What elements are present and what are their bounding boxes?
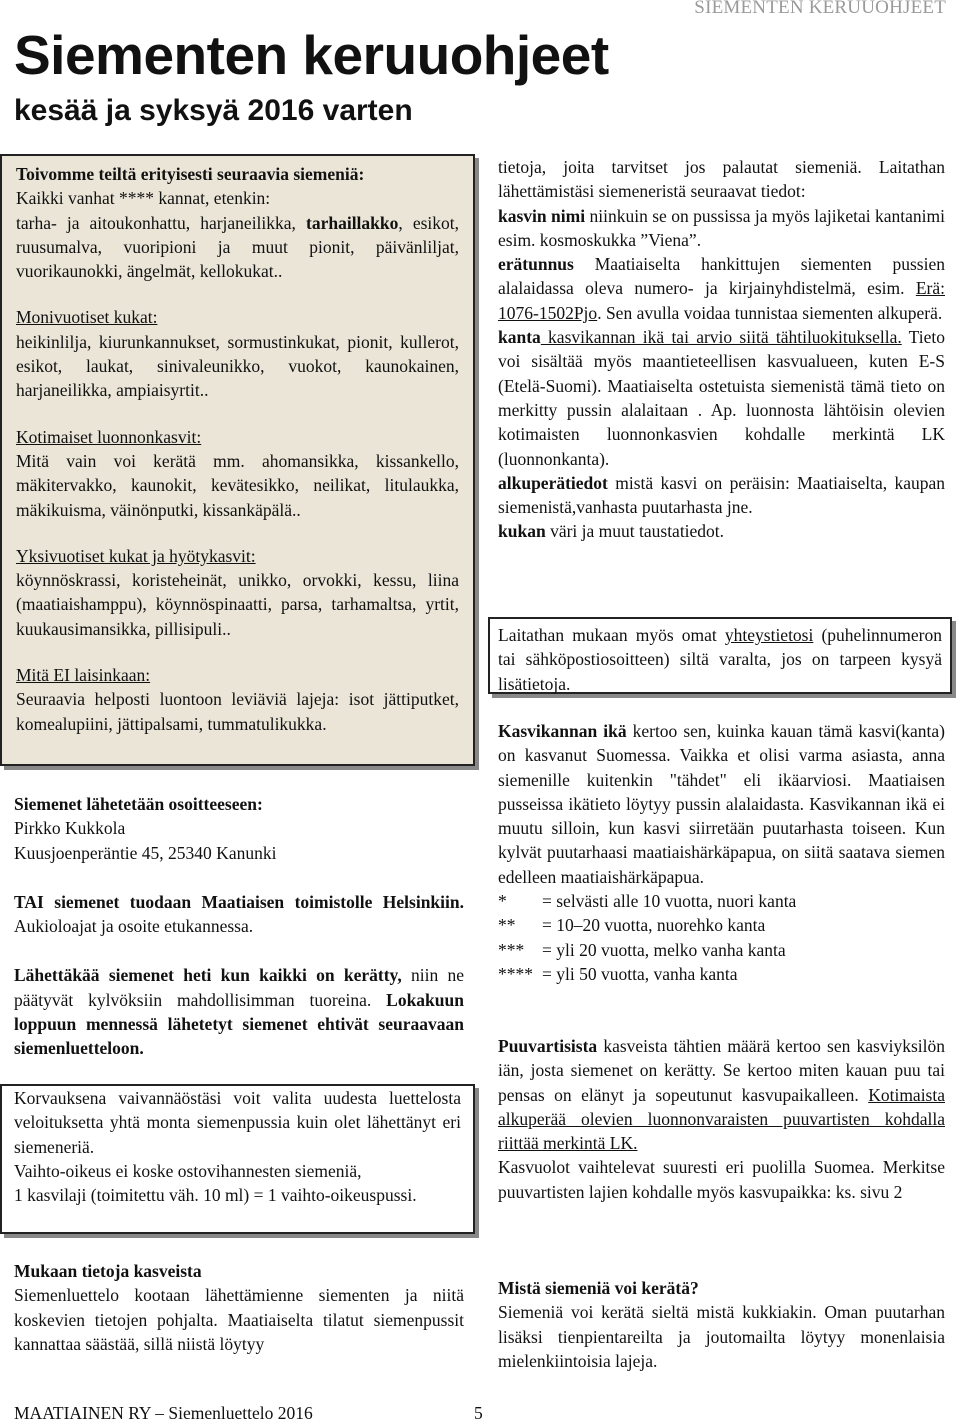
plant-name-text: niinkuin se on pussissa ja myös lajiketai kantanimi esim. kosmoskukka ”Viena”.	[498, 205, 945, 250]
send-now-deadline: Lokakuun loppuun mennessä lähetetyt siemenet ehtivät seuraavaan siemenluetteloon.	[14, 989, 464, 1059]
strain-text: Tieto voi sisältää myös maantieteellisen kasvualueen, kuten E-S (Etelä-Suomi). Maatiaiselta ostetuista siemenistä tämä tieto on merkitty pussin alalaitaan . Ap. luonnosta lähtöisin olevien kotimaisten luonnonkasvien kohdalle merkintä LK (luonnonkanta).	[498, 327, 945, 469]
flower-field	[498, 519, 945, 543]
send-now-text-part: niin ne päätyvät kylvöksiin mahdollisimman tuoreina.	[14, 965, 464, 1010]
info-text: Siemenluettelo kootaan lähettämienne siementen ja niitä koskevien tietojen pohjalta. Maatiaiselta tilatut siemenpussit kannattaa säästää, sillä niistä löytyy	[14, 1285, 464, 1354]
info-section	[14, 1259, 464, 1356]
woody-plants-habitat: Kasvuolot vaihtelevat suuresti eri puolilla Suomea. Merkitse puuvartisten lajien kohdalle myös kasvupaikka: ks. sivu 2	[498, 1157, 945, 1202]
footer-text: MAATIAINEN RY – Siemenluettelo 2016	[14, 1403, 313, 1423]
send-now-text	[14, 963, 464, 1060]
woody-plants-label: Puuvartisista	[498, 1036, 598, 1056]
not-wanted-text: Seuraavia helposti luontoon leviäviä lajeja: isot jättiputket, komealupiini, jättipalsami, tummatulikukka.	[16, 689, 459, 734]
strain-field	[498, 325, 945, 471]
page-title: Siementen keruuohjeet	[14, 24, 609, 86]
right-top-section	[498, 155, 945, 544]
batch-id-field	[498, 252, 945, 325]
old-strains-label: Kaikki vanhat **** kannat, etenkin:	[16, 188, 271, 209]
star-legend-row	[498, 962, 945, 986]
star-legend-row	[498, 889, 945, 913]
batch-id-text: Maatiaiselta hankittujen siementen pussien alalaidassa oleva numero- ja kirjainyhdistelmä, esim.	[498, 254, 945, 299]
woody-plants-note: Kotimaista alkuperää olevien luonnonvaraisten puuvartisten kohdalla riittää merkintä LK.	[498, 1084, 945, 1154]
strain-age-section	[498, 719, 945, 986]
plant-name-field	[498, 204, 945, 253]
reward-text: Korvauksena vaivannäöstäsi voit valita uudesta luettelosta veloituksetta yhtä monta siemenpussia kuin olet lähettänyt eri siemeneriä.	[14, 1088, 461, 1157]
reward-exchange-note: Vaihto-oikeus ei koske ostovihannesten siemeniä,	[14, 1160, 362, 1181]
contact-text	[498, 623, 942, 696]
strain-underlined: kasvikannan ikä tai arvio siitä tähtiluokituksella.	[540, 327, 902, 348]
old-strains-text	[16, 211, 459, 284]
star-legend-row	[498, 913, 945, 937]
reward-exchange-rule: 1 kasvilaji (toimitettu väh. 10 ml) = 1 vaihto-oikeuspussi.	[14, 1185, 417, 1206]
strain-label: kanta	[498, 327, 541, 348]
not-wanted-label: Mitä EI laisinkaan:	[16, 665, 151, 686]
wild-plants-label: Kotimaiset luonnonkasvit:	[16, 426, 202, 447]
info-intro: tietoja, joita tarvitset jos palautat siemeniä. Laitathan lähettämistäsi siemeneristä seuraavat tiedot:	[498, 157, 945, 202]
send-now-bold: Lähettäkää siemenet heti kun kaikki on kerätty,	[14, 965, 402, 986]
star-legend	[498, 889, 945, 986]
star-meaning: = selvästi alle 10 vuotta, nuori kanta	[542, 891, 797, 912]
strain-age-text	[498, 719, 945, 889]
address-alt-bold: TAI siemenet tuodaan Maatiaisen toimistolle Helsinkiin.	[14, 891, 464, 912]
plant-name-label: kasvin nimi	[498, 205, 586, 226]
star-meaning: = 10–20 vuotta, nuorehko kanta	[542, 915, 766, 936]
old-strains-text-part-2: , esikot, ruusumalva, vuoripioni ja muut pionit, päivänliljat, vuorikaunokki, ängelmät, kellokukat..	[16, 212, 459, 282]
old-strains-bold: tarhaillakko	[306, 212, 399, 233]
contact-text-part: Laitathan mukaan myös omat	[498, 625, 725, 645]
contact-info-link: yhteystietosi	[724, 625, 814, 645]
perennial-text: heikinlilja, kiurunkannukset, sormustinkukat, pionit, kullerot, esikot, laukat, sinivaleunikko, vuokot, kaunokainen, harjaneilikka, ampiaisyrtit..	[16, 331, 459, 401]
address-street: Kuusjoenperäntie 45, 25340 Kanunki	[14, 842, 277, 863]
batch-id-example: Erä: 1076-1502Pjo	[498, 278, 945, 323]
star-symbol: *	[498, 891, 507, 912]
running-head: SIEMENTEN KERUUOHJEET	[694, 0, 946, 18]
where-heading: Mistä siemeniä voi kerätä?	[498, 1278, 699, 1298]
address-heading: Siemenet lähetetään osoitteeseen:	[14, 794, 263, 814]
star-symbol: **	[498, 915, 516, 936]
wild-plants-text: Mitä vain voi kerätä mm. ahomansikka, kissankello, mäkitervakko, kaunokit, kevätesikko, neilikat, litulaukka, mäkikuisma, väinönputki, kissankäpälä..	[16, 450, 459, 520]
where-section	[498, 1276, 945, 1373]
contact-text-part-2: (puhelinnumeron tai sähköpostiosoitteen) siltä varalta, jos on tarpeen kysyä lisätietoja.	[498, 625, 943, 694]
origin-field	[498, 471, 945, 520]
where-text: Siemeniä voi kerätä sieltä mistä kukkiakin. Oman puutarhan lisäksi tienpientareilta ja joutomailta löytyy monenlaisia mielenkiintoisia lajeja.	[498, 1302, 945, 1371]
address-name: Pirkko Kukkola	[14, 818, 126, 839]
page-number: 5	[474, 1403, 483, 1423]
strain-age-body: kertoo sen, kuinka kauan tämä kasvi(kanta) on kasvanut Suomessa. Vaikka et olisi varma asiasta, anna siemenille kuitenkin "tähdet" eli ikäarviosi. Maatiaisen pusseissa ikätieto löytyy pussin alalaidasta. Kasvikannan ikä ei muutu silloin, kun kasvi siirretään puutarhasta toiseen. Kun kylvät puutarhaasi maatiaishärkäpapua, on siitä saatava siemen edelleen maatiaishärkäpapua.	[498, 721, 945, 887]
seed-wishlist-box	[0, 154, 475, 766]
strain-age-label: Kasvikannan ikä	[498, 721, 627, 741]
old-strains-text-part: tarha- ja aitoukonhattu, harjaneilikka,	[16, 212, 306, 233]
star-meaning: = yli 20 vuotta, melko vanha kanta	[542, 939, 786, 960]
origin-text: mistä kasvi on peräisin: Maatiaiselta, kaupan siemenistä,vanhasta puutarhasta jne.	[498, 472, 945, 518]
annuals-label: Yksivuotiset kukat ja hyötykasvit:	[16, 545, 256, 566]
star-symbol: ***	[498, 939, 525, 960]
woody-plants-text	[498, 1034, 945, 1155]
flower-label: kukan	[498, 521, 546, 542]
address-alternative	[14, 890, 464, 939]
address-section	[14, 792, 464, 1061]
origin-label: alkuperätiedot	[498, 472, 608, 493]
info-heading: Mukaan tietoja kasveista	[14, 1261, 202, 1281]
contact-box	[488, 617, 952, 694]
annuals-text: köynnöskrassi, koristeheinät, unikko, orvokki, kessu, liina (maatiaishamppu), köynnöspinaatti, parsa, tarhamaltsa, yrtit, kuukausimansikka, pillisipuli..	[16, 570, 459, 639]
address-alt-text: Aukioloajat ja osoite etukannessa.	[14, 916, 254, 937]
batch-id-label: erätunnus	[498, 254, 574, 275]
woody-plants-section	[498, 1034, 945, 1204]
perennial-label: Monivuotiset kukat:	[16, 307, 158, 328]
wishlist-heading: Toivomme teiltä erityisesti seuraavia siemeniä:	[16, 164, 365, 184]
star-meaning: = yli 50 vuotta, vanha kanta	[542, 963, 738, 984]
flower-text: väri ja muut taustatiedot.	[545, 521, 725, 542]
page-subtitle: kesää ja syksyä 2016 varten	[14, 94, 413, 127]
woody-plants-body: kasveista tähtien määrä kertoo sen kasviyksilön iän, josta siemenet on kerätty. Se kertoo miten kauan puu tai pensas on elänyt ja sopeutunut kasvupaikalleen.	[498, 1036, 945, 1105]
reward-box	[0, 1084, 475, 1234]
star-symbol: ****	[498, 963, 533, 984]
star-legend-row	[498, 938, 945, 962]
batch-id-text-2: . Sen avulla voidaa tunnistaa siementen alkuperä.	[597, 302, 943, 323]
